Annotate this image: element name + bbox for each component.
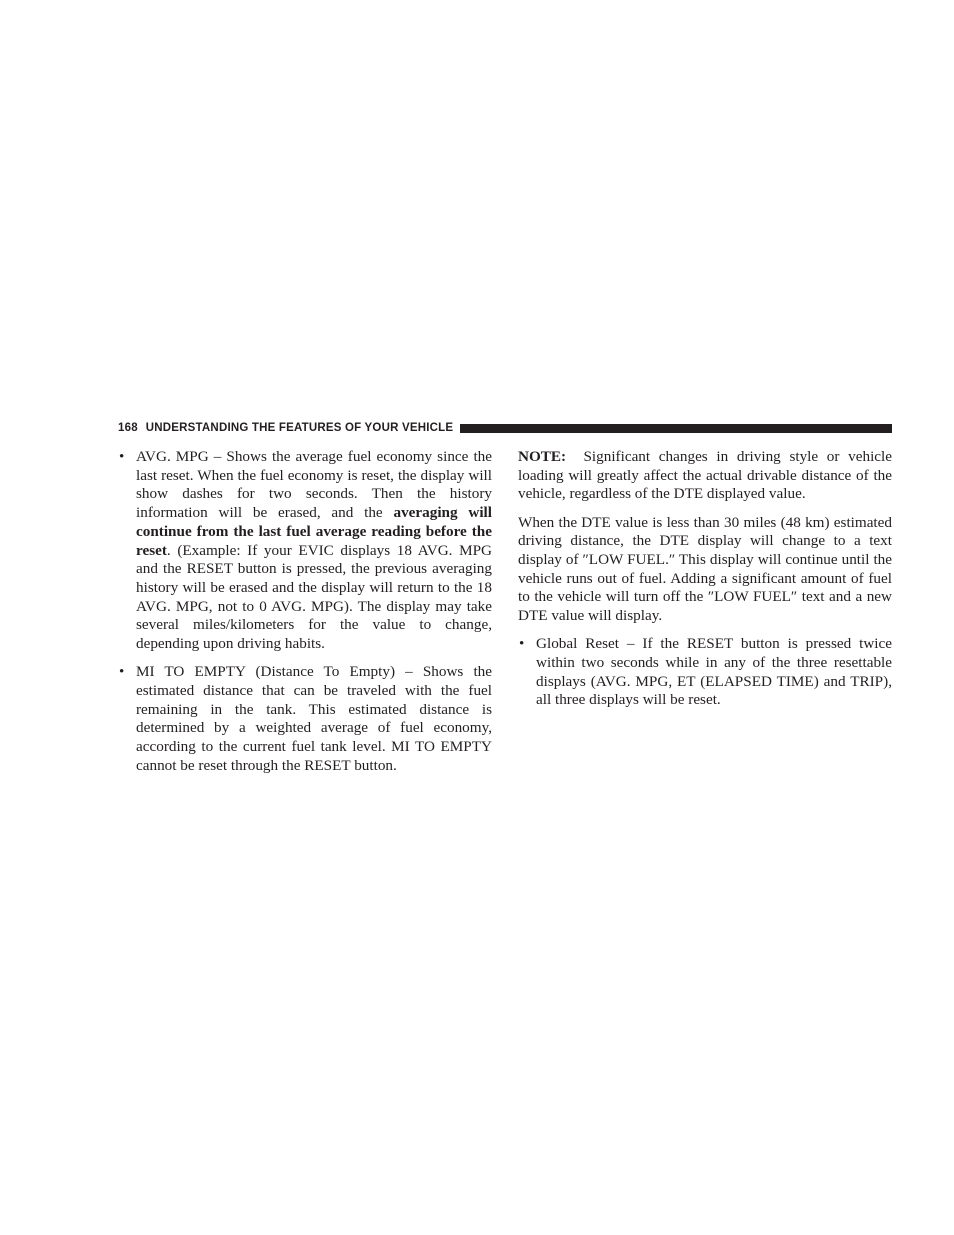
- page-number: 168: [118, 422, 138, 434]
- bullet-marker: •: [119, 663, 125, 681]
- dte-paragraph: When the DTE value is less than 30 miles (48 km) estimated driving distance, the DTE display will change to a text display of ″LOW FUEL.″ This display will continue until the vehicle runs out of fuel. Adding a significant amount of fuel to the vehicle will turn off the ″LOW FUEL″ text and a new DTE value will display.: [518, 513, 892, 625]
- left-column: [118, 448, 492, 785]
- bullet-marker: •: [119, 448, 125, 465]
- bullet-mi-to-empty-text: MI TO EMPTY (Distance To Empty) – Shows the estimated distance that can be traveled with the fuel remaining in the tank. This estimated distance is determined by a weighted average of fuel economy, according to the current fuel tank level. MI TO EMPTY cannot be reset through the RESET button.: [136, 663, 492, 774]
- note-paragraph: [518, 448, 896, 504]
- header-rule: [460, 424, 892, 433]
- right-column: [518, 448, 896, 720]
- note-text: Significant changes in driving style or vehicle loading will greatly affect the actual drivable distance of the vehicle, regardless of the DTE displayed value.: [518, 448, 896, 503]
- bullet-marker: •: [519, 635, 525, 653]
- bullet-avg-mpg-bold: averaging will continue from the last fuel average reading before the reset: [136, 504, 493, 559]
- bullet-mi-to-empty: [118, 663, 492, 775]
- bullet-avg-mpg-text-end: . (Example: If your EVIC displays 18 AVG. MPG and the RESET button is pressed, the previous averaging history will be erased and the display will return to the 18 AVG. MPG, not to 0 AVG. MPG). The display may take several miles/kilometers for the value to change, depending upon driving habits.: [136, 541, 492, 653]
- note-label: NOTE:: [518, 448, 567, 465]
- section-title: UNDERSTANDING THE FEATURES OF YOUR VEHICLE: [145, 422, 454, 434]
- bullet-avg-mpg-text-start: AVG. MPG – Shows the average fuel economy since the last reset. When the fuel economy is reset, the display will show dashes for two seconds. Then the history information will be erased, and the: [136, 448, 492, 522]
- bullet-global-reset-text: Global Reset – If the RESET button is pressed twice within two seconds while in any of the three resettable displays (AVG. MPG, ET (ELAPSED TIME) and TRIP), all three displays will be reset.: [536, 635, 892, 709]
- page-header: [118, 420, 892, 436]
- bullet-global-reset: [518, 635, 892, 710]
- bullet-avg-mpg: [118, 448, 492, 654]
